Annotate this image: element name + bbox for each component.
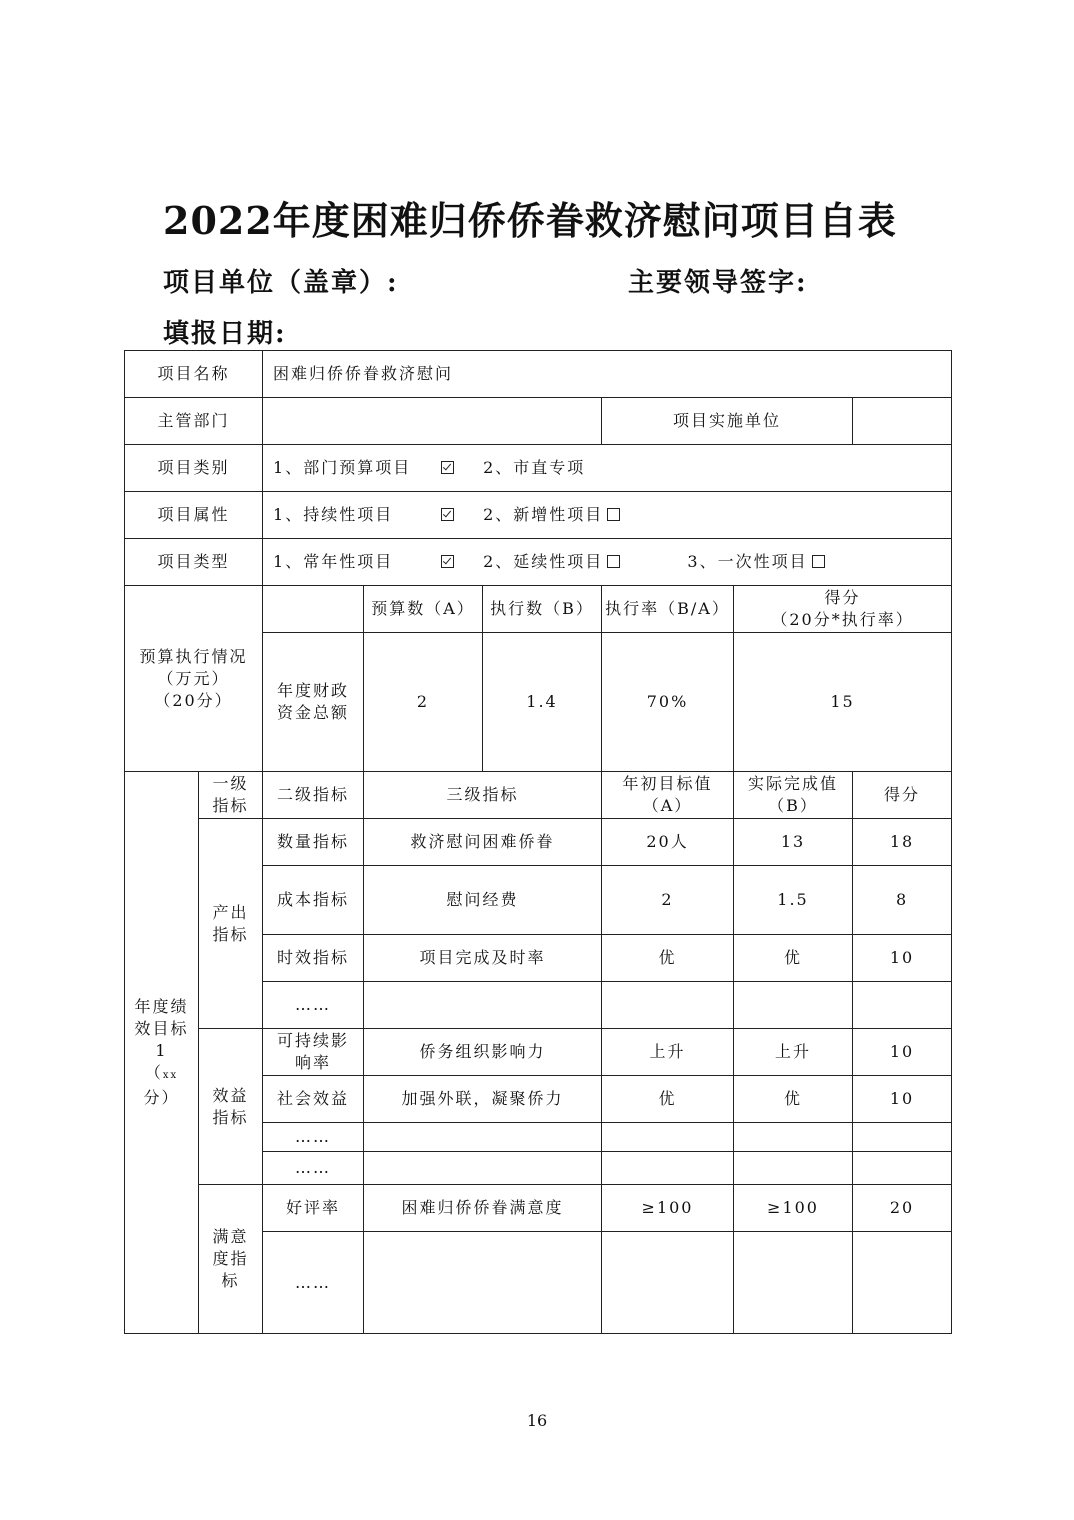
project-name-value: 困难归侨侨眷救济慰问	[263, 351, 952, 398]
level2-line2: 响率	[295, 1053, 332, 1072]
perf-group-line4	[127, 1062, 196, 1087]
actual-cell: 优	[734, 1076, 853, 1123]
attribute-option-2: 2、新增性项目	[483, 505, 604, 524]
target-value-header	[602, 772, 734, 819]
level2-cell: 数量指标	[263, 819, 364, 866]
actual-cell: ≥100	[734, 1185, 853, 1232]
actual-cell	[734, 982, 853, 1029]
checked-checkbox-icon	[441, 508, 454, 521]
table-row	[125, 819, 952, 866]
empty-checkbox-icon	[607, 508, 620, 521]
project-type-options	[263, 539, 952, 586]
annual-fund-label-line2: 资金总额	[277, 703, 350, 722]
benefit-label-line2: 指标	[212, 1107, 249, 1127]
annual-fund-total-label	[263, 633, 364, 772]
score-cell: 10	[853, 935, 952, 982]
score-cell: 10	[853, 1029, 952, 1076]
actual-cell	[734, 1123, 853, 1152]
level2-cell: 好评率	[263, 1185, 364, 1232]
budget-header-blank	[263, 586, 364, 633]
project-attribute-row	[125, 492, 952, 539]
satisfaction-indicator-label	[199, 1185, 263, 1334]
output-label-line2: 指标	[212, 924, 249, 944]
level2-cell: ……	[263, 1152, 364, 1185]
level2-cell: ……	[263, 982, 364, 1029]
checked-checkbox-icon	[441, 461, 454, 474]
perf-group-line1: 年度绩	[134, 997, 189, 1016]
project-name-label: 项目名称	[125, 351, 263, 398]
score-cell: 20	[853, 1185, 952, 1232]
satisfaction-label-line3: 标	[221, 1271, 240, 1290]
execution-rate-header: 执行率（B/A）	[602, 586, 734, 633]
target-cell	[602, 1123, 734, 1152]
budget-score-header	[734, 586, 952, 633]
actual-header-line1: 实际完成值	[748, 774, 839, 793]
level2-cell: 社会效益	[263, 1076, 364, 1123]
attribute-option-1: 1、持续性项目	[273, 505, 394, 524]
actual-cell	[734, 1152, 853, 1185]
target-header-line2: （A）	[642, 796, 693, 815]
project-name-row	[125, 351, 952, 398]
level3-cell	[364, 1232, 602, 1334]
department-value	[263, 398, 602, 445]
score-cell: 8	[853, 866, 952, 935]
perf-group-line5: 分）	[143, 1088, 180, 1107]
execution-rate-value: 70%	[602, 633, 734, 772]
project-category-row	[125, 445, 952, 492]
target-cell: 上升	[602, 1029, 734, 1076]
level2-indicator-header: 二级指标	[263, 772, 364, 819]
leader-signature-label: 主要领导签字:	[628, 268, 808, 298]
target-cell	[602, 982, 734, 1029]
department-row	[125, 398, 952, 445]
target-header-line1: 年初目标值	[622, 774, 713, 793]
score-cell	[853, 1232, 952, 1334]
type-option-2: 2、延续性项目	[483, 552, 604, 571]
budget-amount-header: 预算数（A）	[364, 586, 483, 633]
actual-value-header	[734, 772, 853, 819]
target-cell: 优	[602, 935, 734, 982]
type-option-3: 3、一次性项目	[687, 552, 808, 571]
budget-label-line1: 预算执行情况	[139, 646, 248, 666]
score-cell	[853, 1152, 952, 1185]
budget-score-header-line2: （20分*执行率）	[771, 610, 914, 629]
output-indicator-label	[199, 819, 263, 1029]
table-row	[125, 1029, 952, 1076]
table-row	[125, 1185, 952, 1232]
level1-indicator-header	[199, 772, 263, 819]
perf-group-xx: xx	[162, 1070, 179, 1081]
empty-checkbox-icon	[607, 555, 620, 568]
actual-cell: 1.5	[734, 866, 853, 935]
target-cell: ≥100	[602, 1185, 734, 1232]
budget-header-row	[125, 586, 952, 633]
actual-cell: 13	[734, 819, 853, 866]
level2-cell: ……	[263, 1123, 364, 1152]
satisfaction-label-line2: 度指	[212, 1249, 249, 1268]
department-label: 主管部门	[125, 398, 263, 445]
output-label-line1: 产出	[212, 902, 249, 922]
benefit-label-line1: 效益	[212, 1085, 249, 1105]
project-self-evaluation-table	[124, 350, 952, 1334]
perf-group-paren: （	[144, 1063, 163, 1082]
level2-line1: 可持续影	[277, 1031, 350, 1050]
annual-fund-label-line1: 年度财政	[277, 681, 350, 700]
budget-score-value: 15	[734, 633, 952, 772]
level3-cell: 救济慰问困难侨眷	[364, 819, 602, 866]
level2-cell: 成本指标	[263, 866, 364, 935]
target-cell	[602, 1232, 734, 1334]
level3-cell: 加强外联，凝聚侨力	[364, 1076, 602, 1123]
benefit-indicator-label	[199, 1029, 263, 1185]
level3-cell	[364, 982, 602, 1029]
category-option-2: 2、市直专项	[483, 458, 586, 477]
level3-indicator-header: 三级指标	[364, 772, 602, 819]
level3-cell	[364, 1152, 602, 1185]
budget-label-line3: （20分）	[154, 690, 233, 710]
level3-cell: 困难归侨侨眷满意度	[364, 1185, 602, 1232]
perf-score-header: 得分	[853, 772, 952, 819]
score-cell: 10	[853, 1076, 952, 1123]
level2-cell: 时效指标	[263, 935, 364, 982]
level1-header-line1: 一级	[212, 774, 249, 793]
level3-cell: 侨务组织影响力	[364, 1029, 602, 1076]
score-cell: 18	[853, 819, 952, 866]
empty-checkbox-icon	[812, 555, 825, 568]
performance-header-row	[125, 772, 952, 819]
executed-amount-header: 执行数（B）	[483, 586, 602, 633]
level3-cell	[364, 1123, 602, 1152]
implementing-unit-value	[853, 398, 952, 445]
level1-header-line2: 指标	[212, 796, 249, 815]
project-attribute-options	[263, 492, 952, 539]
level2-cell	[263, 1029, 364, 1076]
annual-performance-target-label	[125, 772, 199, 1334]
implementing-unit-label: 项目实施单位	[602, 398, 853, 445]
perf-group-line2: 效目标	[134, 1019, 189, 1038]
budget-execution-label	[125, 586, 263, 772]
score-cell	[853, 1123, 952, 1152]
perf-group-line3: 1	[155, 1041, 168, 1060]
executed-amount-value: 1.4	[483, 633, 602, 772]
project-attribute-label: 项目属性	[125, 492, 263, 539]
category-option-1-text: 1、部门预算项目	[273, 458, 412, 477]
project-type-label: 项目类型	[125, 539, 263, 586]
project-category-label: 项目类别	[125, 445, 263, 492]
actual-cell: 上升	[734, 1029, 853, 1076]
project-type-row	[125, 539, 952, 586]
target-cell: 优	[602, 1076, 734, 1123]
score-cell	[853, 982, 952, 1029]
actual-cell: 优	[734, 935, 853, 982]
fill-date-label: 填报日期:	[163, 319, 287, 349]
budget-label-line2: （万元）	[157, 668, 230, 688]
category-option-1	[273, 457, 437, 479]
type-option-1: 1、常年性项目	[273, 552, 394, 571]
budget-amount-value: 2	[364, 633, 483, 772]
actual-header-line2: （B）	[768, 796, 818, 815]
target-cell	[602, 1152, 734, 1185]
actual-cell	[734, 1232, 853, 1334]
project-category-options	[263, 445, 952, 492]
checked-checkbox-icon	[441, 555, 454, 568]
target-cell: 2	[602, 866, 734, 935]
target-cell: 20人	[602, 819, 734, 866]
page-title: 2022年度困难归侨侨眷救济慰问项目自表	[163, 198, 897, 243]
level3-cell: 项目完成及时率	[364, 935, 602, 982]
satisfaction-label-line1: 满意	[212, 1227, 249, 1246]
budget-score-header-line1: 得分	[824, 588, 861, 607]
page-number: 16	[526, 1411, 548, 1430]
level3-cell: 慰问经费	[364, 866, 602, 935]
unit-label: 项目单位（盖章）:	[163, 268, 399, 298]
level2-cell: ……	[263, 1232, 364, 1334]
